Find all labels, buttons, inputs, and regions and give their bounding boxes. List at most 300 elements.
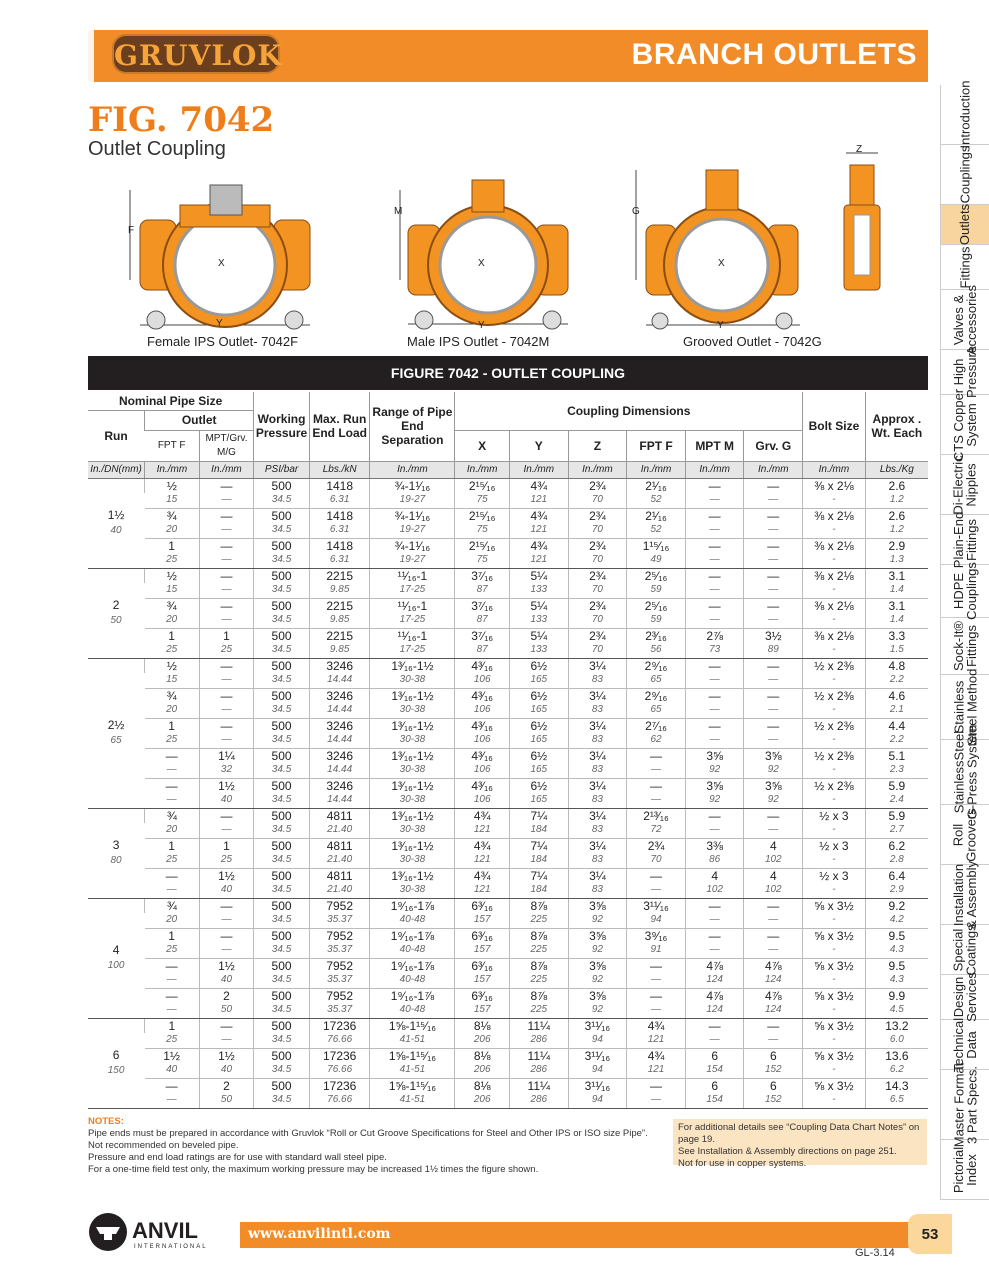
table-cell: 3¼ (568, 748, 627, 763)
table-cell: 133 (509, 643, 568, 658)
table-cell: 34.5 (254, 1093, 310, 1108)
table-cell: — (199, 718, 254, 733)
table-cell: — (199, 823, 254, 838)
table-cell: 70 (568, 583, 627, 598)
table-cell: — (744, 508, 803, 523)
table-cell: — (199, 523, 254, 538)
table-cell: 4 (744, 868, 803, 883)
table-cell: 34.5 (254, 613, 310, 628)
table-cell: — (685, 508, 744, 523)
table-row (88, 673, 928, 688)
table-cell: 6.5 (865, 1093, 928, 1108)
table-cell: 83 (568, 673, 627, 688)
table-cell: 1⁹⁄₁₆-1⅞ (370, 958, 455, 973)
table-cell: 6³⁄₁₆ (455, 898, 510, 913)
table-cell: 13.6 (865, 1048, 928, 1063)
table-cell: 1¼ (199, 748, 254, 763)
table-cell: 73 (685, 643, 744, 658)
table-cell: 20 (145, 823, 200, 838)
table-cell: 14.44 (309, 673, 370, 688)
table-cell: — (744, 658, 803, 673)
table-cell: 94 (568, 1033, 627, 1048)
table-cell: ¾ (166, 688, 177, 703)
table-cell: 3⅝ (685, 748, 744, 763)
th-y: Y (509, 430, 568, 461)
side-tab-label: HDPE Couplings (951, 562, 980, 620)
table-cell: 4811 (309, 838, 370, 853)
table-cell: 3⁷⁄₁₆ (455, 628, 510, 643)
table-cell: 9.85 (309, 643, 370, 658)
table-cell: 102 (685, 883, 744, 898)
table-cell: — (627, 883, 686, 898)
table-cell: 206 (455, 1063, 510, 1078)
table-row (88, 853, 928, 868)
th-z: Z (568, 430, 627, 461)
table-cell: 1½ (199, 868, 254, 883)
table-cell: 25 (145, 943, 200, 958)
table-cell: — (199, 1018, 254, 1033)
footer-url[interactable]: www.anvilintl.com (248, 1226, 391, 1242)
table-cell: 49 (627, 553, 686, 568)
table-cell: 30-38 (370, 883, 455, 898)
table-cell: - (803, 703, 866, 718)
table-cell: 1418 (309, 478, 370, 493)
table-cell: 9.85 (309, 583, 370, 598)
table-cell: 34.5 (254, 1033, 310, 1048)
anvil-subtitle: INTERNATIONAL (134, 1244, 208, 1250)
table-cell: 3246 (309, 688, 370, 703)
table-cell: 2⁹⁄₁₆ (627, 688, 686, 703)
table-cell: — (627, 1093, 686, 1108)
table-cell: — (685, 943, 744, 958)
table-cell: 9.9 (865, 988, 928, 1003)
th-grvg: Grv. G (744, 430, 803, 461)
table-cell: 3¼ (568, 868, 627, 883)
table-cell: - (803, 553, 866, 568)
table-cell: 2 (199, 1078, 254, 1093)
table-cell: 92 (568, 943, 627, 958)
table-cell: 17236 (309, 1048, 370, 1063)
female-outlet-diagram (120, 180, 330, 330)
table-cell: ⅝ x 3½ (803, 988, 866, 1003)
side-tab[interactable] (940, 511, 989, 568)
table-cell: 1.2 (865, 523, 928, 538)
table-cell: 34.5 (254, 823, 310, 838)
table-cell: 500 (254, 868, 310, 883)
table-cell: 3⅝ (744, 748, 803, 763)
table-cell: — (199, 493, 254, 508)
table-cell: 83 (568, 853, 627, 868)
table-cell: — (744, 943, 803, 958)
table-cell: 83 (568, 793, 627, 808)
anvil-logo (88, 1212, 238, 1252)
table-cell: — (145, 793, 200, 808)
side-tab[interactable] (940, 455, 989, 515)
table-cell: 121 (509, 523, 568, 538)
table-cell: 184 (509, 853, 568, 868)
table-cell: 4¾ (455, 838, 510, 853)
table-cell: 40-48 (370, 913, 455, 928)
table-cell: - (803, 1003, 866, 1018)
table-cell: 83 (568, 763, 627, 778)
table-cell: - (803, 673, 866, 688)
table-cell: 500 (254, 958, 310, 973)
table-cell: — (165, 988, 178, 1003)
table-row (88, 718, 928, 733)
table-cell: 25 (145, 553, 200, 568)
table-cell: 70 (568, 643, 627, 658)
table-cell: - (803, 973, 866, 988)
table-cell: 5¼ (509, 598, 568, 613)
run-size-mm: 80 (110, 855, 122, 866)
table-cell: 41-51 (370, 1093, 455, 1108)
table-cell: 4³⁄₁₆ (455, 718, 510, 733)
table-cell: 40 (199, 1063, 254, 1078)
side-tab-label: CTS Copper System (951, 388, 979, 461)
table-cell: 6.31 (309, 553, 370, 568)
table-cell: 7952 (309, 898, 370, 913)
table-row (88, 733, 928, 748)
table-cell: 3⅝ (685, 778, 744, 793)
table-cell: 8⅛ (455, 1048, 510, 1063)
table-cell: — (685, 493, 744, 508)
table-cell: — (199, 898, 254, 913)
side-tab-label: Design Services (951, 972, 980, 1022)
table-cell: 1½ (199, 778, 254, 793)
table-cell: 5¼ (509, 568, 568, 583)
run-size-inch: 4 (112, 943, 120, 957)
table-cell: 13.2 (865, 1018, 928, 1033)
table-cell: 9.85 (309, 613, 370, 628)
table-cell: 3⅝ (568, 958, 627, 973)
table-row (88, 778, 928, 793)
table-cell: 184 (509, 883, 568, 898)
table-cell: 2 (199, 988, 254, 1003)
table-cell: 157 (455, 1003, 510, 1018)
table-row (88, 1003, 928, 1018)
table-cell: 500 (254, 1078, 310, 1093)
table-row (88, 523, 928, 538)
run-size-cell (88, 1018, 145, 1108)
table-cell: — (199, 703, 254, 718)
table-cell: — (744, 913, 803, 928)
table-cell: 25 (145, 643, 200, 658)
th-coupling: Coupling Dimensions (455, 392, 803, 430)
run-size-mm: 100 (107, 960, 125, 971)
table-cell: 1⅝-1¹⁵⁄₁₆ (370, 1078, 455, 1093)
grooved-outlet-diagram (630, 165, 810, 330)
table-cell: 4.5 (865, 1003, 928, 1018)
table-cell: 106 (455, 673, 510, 688)
table-cell: ½ (145, 478, 200, 493)
table-cell: 3¼ (568, 718, 627, 733)
table-cell: — (744, 538, 803, 553)
table-cell: 25 (145, 733, 200, 748)
table-cell: 2¾ (568, 508, 627, 523)
table-cell: 25 (145, 1033, 200, 1048)
table-cell: — (685, 478, 744, 493)
table-cell: 124 (685, 973, 744, 988)
side-tab[interactable] (940, 618, 989, 675)
side-tab[interactable] (940, 562, 989, 620)
table-cell: 70 (568, 493, 627, 508)
side-tab-label: StainlessSteel G-Press System (951, 724, 979, 820)
table-cell: 92 (568, 913, 627, 928)
side-tab[interactable] (940, 1140, 989, 1200)
table-cell: 1⅝-1¹⁵⁄₁₆ (370, 1048, 455, 1063)
table-cell: — (199, 568, 254, 583)
side-tab[interactable] (940, 205, 989, 245)
table-cell: 500 (254, 928, 310, 943)
table-cell: 83 (568, 883, 627, 898)
table-cell: ¾-1¹⁄₁₆ (370, 508, 455, 523)
table-cell: 500 (254, 748, 310, 763)
table-cell: 1³⁄₁₆-1½ (370, 718, 455, 733)
table-row (88, 973, 928, 988)
side-tab[interactable] (940, 724, 989, 820)
table-row (88, 1033, 928, 1048)
table-cell: 34.5 (254, 583, 310, 598)
table-cell: 121 (455, 883, 510, 898)
unit-header: PSI/bar (254, 461, 310, 478)
side-tab[interactable] (940, 925, 989, 975)
table-cell: 4³⁄₁₆ (455, 748, 510, 763)
table-cell: 2.6 (865, 478, 928, 493)
table-cell: 2¾ (568, 538, 627, 553)
table-cell: 500 (254, 478, 310, 493)
table-row (88, 1018, 928, 1033)
table-cell: 8⅛ (455, 1018, 510, 1033)
table-cell: — (685, 703, 744, 718)
table-row (88, 748, 928, 763)
table-cell: 4.8 (865, 658, 928, 673)
table-cell: 4¾ (509, 478, 568, 493)
table-row (88, 943, 928, 958)
table-cell: 7952 (309, 958, 370, 973)
table-cell: 21.40 (309, 823, 370, 838)
dim-label-x: X (218, 258, 225, 269)
table-cell: 4811 (309, 808, 370, 823)
th-bolt: Bolt Size (803, 392, 866, 461)
table-cell: 2⁵⁄₁₆ (627, 568, 686, 583)
table-cell: 9.2 (865, 898, 928, 913)
unit-header: In./mm (509, 461, 568, 478)
table-cell: — (199, 508, 254, 523)
table-cell: 3¼ (568, 808, 627, 823)
table-cell: 20 (145, 913, 200, 928)
table-cell: 6.4 (865, 868, 928, 883)
side-tab[interactable] (940, 145, 989, 205)
table-cell: 94 (568, 1063, 627, 1078)
table-cell: - (803, 1063, 866, 1078)
th-range: Range of Pipe End Separation (370, 392, 455, 461)
table-cell: ¾-1¹⁄₁₆ (370, 478, 455, 493)
side-tab-label: High Pressure (951, 345, 979, 399)
table-cell: 106 (455, 733, 510, 748)
table-cell: 30-38 (370, 853, 455, 868)
table-cell: 35.37 (309, 943, 370, 958)
dim-label-x2: X (478, 258, 485, 269)
table-row (88, 1078, 928, 1093)
table-cell: — (165, 1078, 178, 1093)
table-cell: 25 (199, 643, 254, 658)
table-row (88, 823, 928, 838)
table-cell: — (744, 478, 803, 493)
table-cell: ¾ (166, 598, 177, 613)
table-cell: 40-48 (370, 943, 455, 958)
side-tab-label: Plain-End Fittings (951, 511, 979, 568)
side-tab[interactable] (940, 284, 989, 355)
table-cell: 92 (685, 793, 744, 808)
side-tab-label: Special Coatings (951, 923, 979, 976)
table-cell: 11¼ (509, 1018, 568, 1033)
table-cell: 20 (145, 523, 200, 538)
table-cell: 3¼ (568, 658, 627, 673)
table-row (88, 763, 928, 778)
table-cell: ¾ (166, 508, 177, 523)
table-cell: 30-38 (370, 703, 455, 718)
table-cell: - (803, 913, 866, 928)
table-cell: — (685, 538, 744, 553)
table-cell: 34.5 (254, 973, 310, 988)
side-tab[interactable] (940, 805, 989, 865)
table-cell: 2¹³⁄₁₆ (627, 808, 686, 823)
table-cell: 165 (509, 763, 568, 778)
side-tab[interactable] (940, 1062, 989, 1147)
table-cell: 1³⁄₁₆-1½ (370, 658, 455, 673)
table-cell: 3246 (309, 778, 370, 793)
table-cell: — (199, 478, 254, 493)
table-cell: 6³⁄₁₆ (455, 928, 510, 943)
table-cell: — (744, 808, 803, 823)
table-cell: 40-48 (370, 973, 455, 988)
diagram-caption-female: Female IPS Outlet- 7042F (147, 334, 299, 349)
table-cell: 34.5 (254, 523, 310, 538)
table-row (88, 688, 928, 703)
table-cell: 2215 (309, 628, 370, 643)
table-cell: 50 (199, 1003, 254, 1018)
table-cell: — (685, 688, 744, 703)
table-cell: 124 (744, 1003, 803, 1018)
table-cell: — (685, 613, 744, 628)
table-cell: 34.5 (254, 733, 310, 748)
table-cell: 4¾ (509, 508, 568, 523)
table-cell: - (803, 523, 866, 538)
table-cell: 500 (254, 598, 310, 613)
outlet-coupling-table (88, 392, 928, 1109)
side-tab[interactable] (940, 972, 989, 1022)
table-cell: 2.9 (865, 883, 928, 898)
side-view-diagram (838, 145, 886, 295)
table-cell: 30-38 (370, 673, 455, 688)
table-cell: ⅜ x 2⅛ (803, 598, 866, 613)
figure-title: FIG. 7042 (88, 100, 275, 140)
table-cell: — (199, 553, 254, 568)
side-tab-label: Stainless Steel Method (951, 668, 980, 746)
table-cell: 34.5 (254, 1003, 310, 1018)
table-cell: 2¾ (568, 568, 627, 583)
table-cell: 75 (455, 493, 510, 508)
table-cell: — (199, 583, 254, 598)
table-cell: 4⅞ (685, 988, 744, 1003)
table-cell: ⅜ x 2⅛ (803, 508, 866, 523)
table-cell: — (145, 883, 200, 898)
run-size-inch: 3 (112, 838, 120, 852)
table-cell: 5.1 (865, 748, 928, 763)
table-cell: 30-38 (370, 793, 455, 808)
dim-label-y3: Y (717, 320, 724, 331)
table-cell: 1⁹⁄₁₆-1⅞ (370, 988, 455, 1003)
table-cell: 34.5 (254, 913, 310, 928)
side-tab[interactable] (940, 245, 989, 290)
table-cell: 2.9 (865, 538, 928, 553)
table-cell: 2³⁄₁₆ (627, 628, 686, 643)
table-cell: 3⁹⁄₁₆ (627, 928, 686, 943)
table-cell: 92 (568, 973, 627, 988)
table-row (88, 1048, 928, 1063)
table-cell: ⅝ x 3½ (803, 958, 866, 973)
unit-header: In./mm (803, 461, 866, 478)
table-cell: — (627, 988, 686, 1003)
table-cell: — (199, 1033, 254, 1048)
table-cell: 20 (145, 613, 200, 628)
table-cell: 3⅝ (568, 988, 627, 1003)
table-cell: 6½ (509, 658, 568, 673)
table-cell: 500 (254, 1048, 310, 1063)
table-cell: — (199, 688, 254, 703)
table-cell: 1½ (163, 1048, 180, 1063)
table-cell: 106 (455, 703, 510, 718)
table-cell: 92 (744, 763, 803, 778)
table-cell: 14.44 (309, 733, 370, 748)
run-size-mm: 65 (110, 735, 122, 746)
page-number: 53 (908, 1214, 952, 1254)
table-cell: 1½ (199, 1048, 254, 1063)
table-cell: 34.5 (254, 553, 310, 568)
run-size-cell (88, 898, 145, 1018)
table-row (88, 538, 928, 553)
table-cell: 34.5 (254, 883, 310, 898)
side-tab[interactable] (940, 860, 989, 929)
table-cell: 102 (744, 883, 803, 898)
side-tab[interactable] (940, 80, 989, 149)
table-cell: 34.5 (254, 673, 310, 688)
table-cell: 40 (199, 973, 254, 988)
table-cell: 157 (455, 943, 510, 958)
table-cell: ½ (145, 658, 200, 673)
table-cell: 121 (627, 1033, 686, 1048)
table-cell: 17-25 (370, 643, 455, 658)
table-cell: 4 (744, 838, 803, 853)
side-tab[interactable] (940, 388, 989, 461)
table-cell: ⅜ x 2⅛ (803, 568, 866, 583)
table-cell: 1³⁄₁₆-1½ (370, 778, 455, 793)
table-cell: 124 (685, 1003, 744, 1018)
table-cell: 1 (168, 838, 175, 853)
unit-header: Lbs./Kg (865, 461, 928, 478)
run-size-cell (88, 478, 145, 568)
table-cell: 2⁹⁄₁₆ (627, 658, 686, 673)
table-cell: — (627, 1003, 686, 1018)
table-cell: — (199, 913, 254, 928)
table-cell: 1⁹⁄₁₆-1⅞ (370, 928, 455, 943)
table-cell: 34.5 (254, 853, 310, 868)
table-cell: — (744, 898, 803, 913)
note-box-line: See Installation & Assembly directions on page 251. (678, 1146, 897, 1157)
table-cell: 15 (145, 673, 200, 688)
side-tab-label: Pictorial Index (951, 1146, 979, 1193)
table-cell: 19-27 (370, 493, 455, 508)
